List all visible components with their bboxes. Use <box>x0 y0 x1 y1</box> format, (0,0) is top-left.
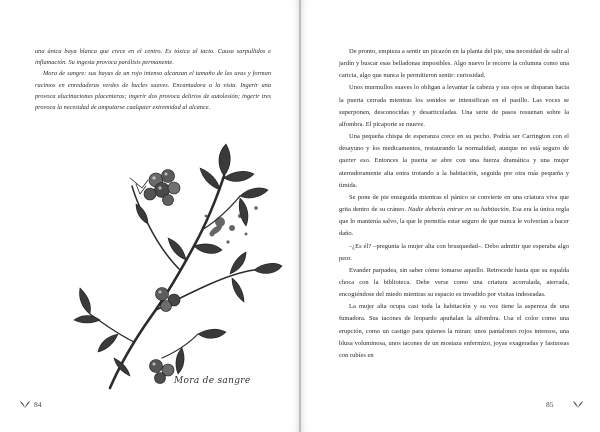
right-paragraph: De pronto, empieza a sentir un picazón en la planta del pie, una necesidad de salir al jardín y buscar esas belladonas imposibles. Algo nuevo le recorre la columna como una caricia, algo que nunca le permitieron sentir: curiosidad. <box>339 48 569 80</box>
right-paragraph: La mujer alta ocupa casi toda la habitación y su voz tiene la aspereza de una fumadora. Sus tacones de leopardo apuñalan la alfombra. Usa el color como una erupción, como un castigo para quienes la miran: unos pantalones rojos intensos, una blusa voluminosa, unos tacones de un mostaza enfermizo, joyas exageradas y fastuosas con rubíes en <box>339 303 569 359</box>
page-ornament-icon <box>572 399 584 409</box>
right-paragraph: –¿Es él? –pregunta la mujer alta con brusquedad–. Debo admitir que esperaba algo peor. <box>339 242 569 262</box>
right-paragraph: Evander parpadea, sin saber cómo tomarse aquello. Retrocede hasta que su espalda choca con la biblioteca. Debe verse como una criatura acorralada, aterrada, encogiéndose del miedo mientras su espacio es invadido por visitas indeseadas. <box>339 266 569 299</box>
left-paragraph: una única baya blanca que crece en el centro. Es tóxica al tacto. Causa sarpullidos e inflamación. Su ingesta provoca parálisis permanente. <box>35 48 271 67</box>
right-paragraph: Se pone de pie enseguida mientras el pánico se convierte en una criatura viva que grita dentro de su cráneo. Nadie debería entrar en su habitación. Esa era la única regla que lo mantenía salvo, la que le permitía estar seguro de que nunca le volverían a hacer daño. <box>339 193 569 238</box>
left-paragraph: Mora de sangre: sus bayas de un rojo intenso alcanzan el tamaño de las uvas y forman racimos en enredaderas verdes de bucles suaves. Encantadora a la vista. Ingerir una provoca alucinaciones placenteras; ingerir dos provoca delirios de autolesión; ingerir tres provoca la necesidad de amputarse cualquier extremidad al alcance. <box>35 70 271 112</box>
page-ornament-icon <box>19 399 31 409</box>
blood-berry-illustration <box>70 138 285 398</box>
left-page-text <box>35 46 271 113</box>
illustration-caption: Mora de sangre <box>174 376 251 386</box>
page-number-left: 84 <box>34 400 42 409</box>
page-number-right: 85 <box>546 400 554 409</box>
right-paragraph: Unos murmullos suaves lo obligan a levantar la cabeza y sus ojos se disparan hacia la puerta cerrada mientras los sonidos se intensifican en el pasillo. Las voces se superponen, desconocidas y desarticuladas. Una serie de pasos resuenan sobre la alfombra. El picaporte se mueve. <box>339 84 569 128</box>
emphasis: querer <box>339 157 357 165</box>
emphasis: Nadie debería entrar en su habitación <box>407 206 509 214</box>
right-paragraph: Una pequeña chispa de esperanza crece en su pecho. Podría ser Carrington con el desayuno y los medicamentos, restaurando la normalidad, aunque no está seguro de querer eso. Entonces la puerta se abre con una fuerza dramática y una mujer aterradoramente alta entra trotando a la habitación, seguida por otra más pequeña y tímida. <box>339 133 569 189</box>
right-page-text <box>339 46 569 362</box>
